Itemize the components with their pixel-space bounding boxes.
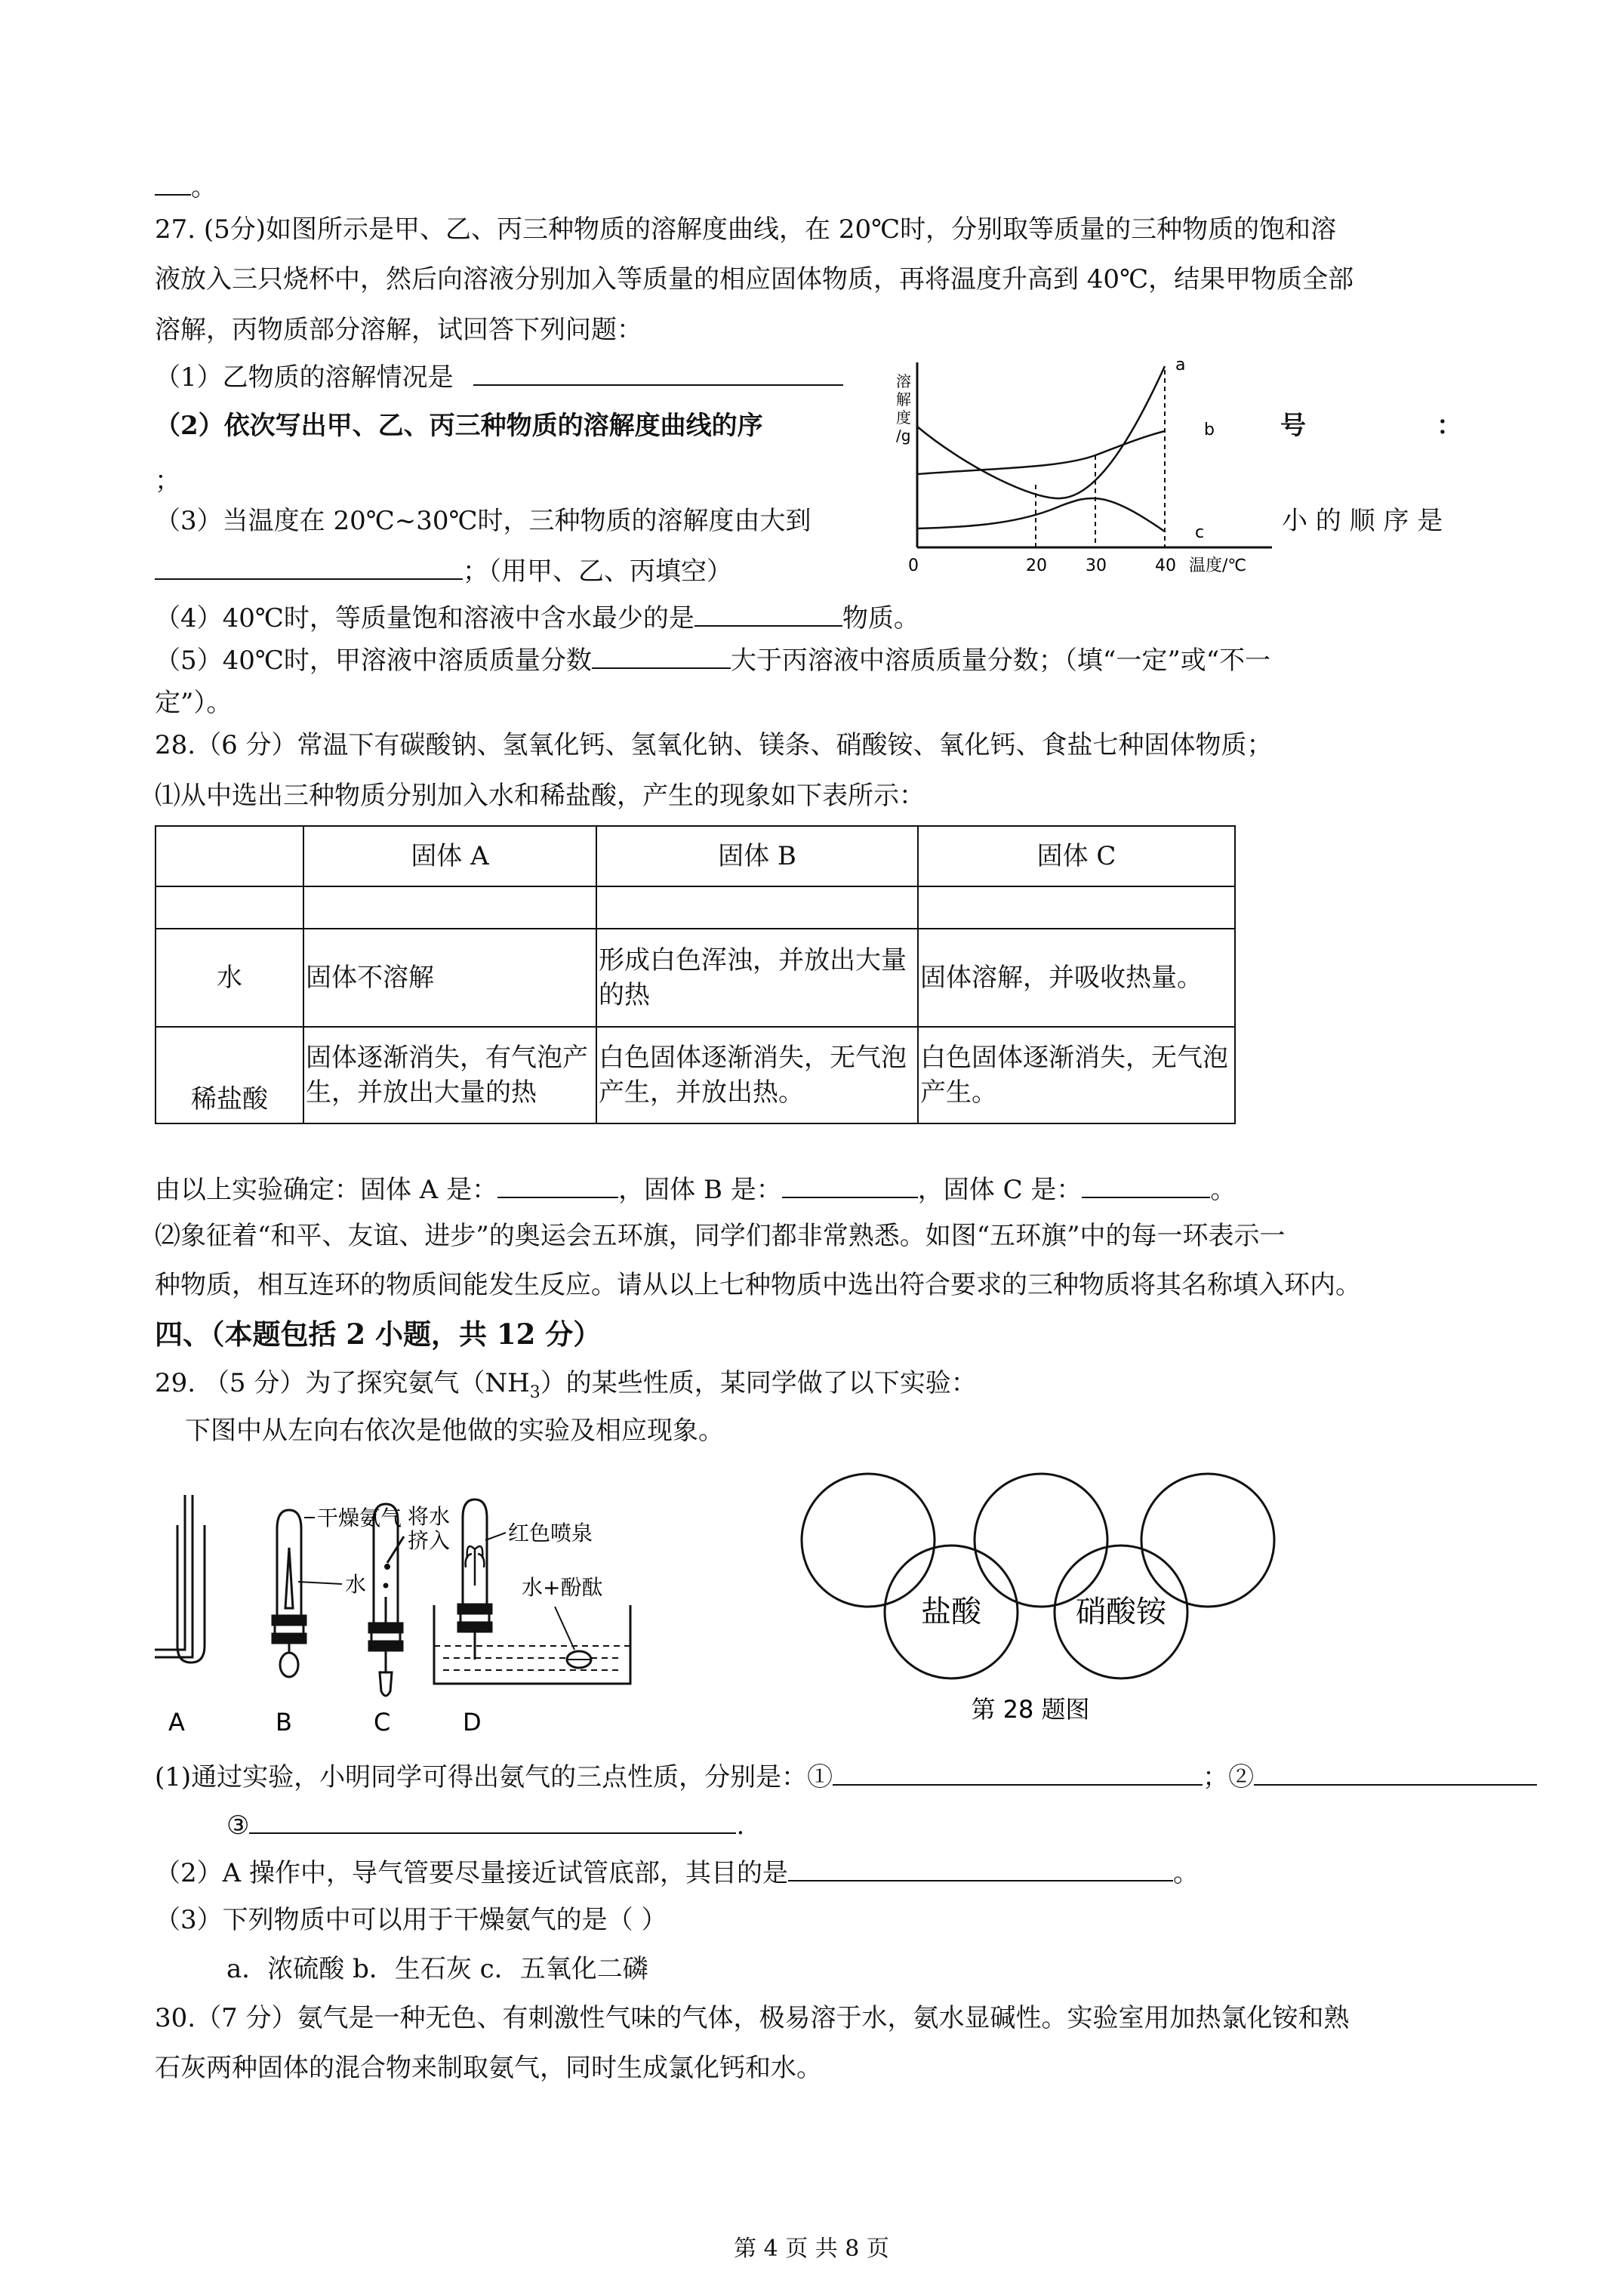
top-answer-blank — [155, 171, 191, 196]
top-answer-line: 。 — [155, 171, 217, 204]
pointer-water — [298, 1582, 342, 1584]
graph-guide-lines — [1036, 370, 1165, 547]
table-row-acid-label: 稀盐酸 — [156, 1027, 303, 1123]
q27-part3-tail: 小 的 顺 序 是 — [1282, 506, 1443, 536]
label-squeeze-1: 将水 — [408, 1504, 451, 1529]
q28-part2-line1: ⑵象征着“和平、友谊、进步”的奥运会五环旗，同学们都非常熟悉。如图“五环旗”中的每一环表示一 — [155, 1221, 1286, 1251]
q27-part3-blank[interactable] — [155, 556, 463, 580]
xaxis-label: 温度/℃ — [1189, 556, 1247, 575]
table-cell — [156, 886, 303, 929]
solid-c-blank[interactable] — [1082, 1174, 1210, 1198]
table-cell — [596, 886, 918, 929]
table-header-b: 固体 B — [596, 826, 918, 886]
table-cell-a-water: 固体不溶解 — [303, 929, 596, 1027]
q27-part1-blank[interactable] — [473, 362, 843, 386]
q29-intro: 29. （5 分）为了探究氨气$(NH_3)$的某些性质，某同学做了以下实验： — [155, 1368, 977, 1402]
ylabel-2: 解 — [896, 390, 911, 408]
table-header-c: 固体 C — [918, 826, 1235, 886]
q27-intro-line2: 液放入三只烧杯中，然后向溶液分别加入等质量的相应固体物质，再将温度升高到 40℃，结果甲物质全部 — [155, 264, 1354, 294]
caption-b: B — [276, 1708, 292, 1737]
q28-conclusion: 由以上实验确定：固体 A 是： ，固体 B 是： ，固体 C 是： 。 — [155, 1175, 1236, 1205]
q29-intro-line2: 下图中从左向右依次是他做的实验及相应现象。 — [185, 1416, 724, 1446]
ring-2[interactable] — [975, 1474, 1107, 1607]
ylabel-3: 度 — [896, 408, 911, 427]
q29-part1: (1)通过实验，小明同学可得出氨气的三点性质，分别是：① ；② — [155, 1761, 1537, 1794]
q28-part2-line2: 种物质，相互连环的物质间能发生反应。请从以上七种物质中选出符合要求的三种物质将其名称填入环内。 — [155, 1270, 1361, 1300]
q29-part2: （2）A 操作中，导气管要尽量接近试管底部，其目的是 。 — [155, 1858, 1199, 1888]
q27-intro-line3: 溶解，丙物质部分溶解，试回答下列问题： — [155, 315, 642, 345]
section-four-heading: 四、（本题包括 2 小题，共 12 分） — [155, 1318, 602, 1351]
page-footer: 第 4 页 共 8 页 — [734, 2236, 889, 2262]
table-cell-c-water: 固体溶解，并吸收热量。 — [918, 929, 1235, 1027]
curve-a — [917, 366, 1165, 498]
q27-part5-end: 定”）。 — [155, 688, 233, 718]
table-header-a: 固体 A — [303, 826, 596, 886]
q27-intro-line1: 27. (5分)如图所示是甲、乙、丙三种物质的溶解度曲线，在 20℃时，分别取等质量的三种物质的饱和溶 — [155, 214, 1337, 245]
table-cell-a-acid: 固体逐渐消失，有气泡产生，并放出大量的热 — [303, 1027, 596, 1123]
table-cell-b-acid: 白色固体逐渐消失，无气泡产生，并放出热。 — [596, 1027, 918, 1123]
q27-part2: （2）依次写出甲、乙、丙三种物质的溶解度曲线的序 — [155, 411, 763, 441]
q29-part3-options: a．浓硫酸 b．生石灰 c．五氧化二磷 — [226, 1954, 648, 1984]
xtick-30: 30 — [1086, 556, 1107, 575]
q28-intro: 28.（6 分）常温下有碳酸钠、氢氧化钙、氢氧化钠、镁条、硝酸铵、氧化钙、食盐七种固体物质； — [155, 730, 1273, 760]
q27-part2-semicolon: ； — [155, 466, 180, 496]
xtick-0: 0 — [908, 556, 919, 575]
q27-part2-colon: ： — [1437, 411, 1462, 441]
q27-part4-blank[interactable] — [694, 603, 842, 627]
table-header-blank — [156, 826, 303, 886]
property-3-blank[interactable] — [249, 1810, 736, 1834]
xtick-20: 20 — [1026, 556, 1047, 575]
olympic-rings-figure — [796, 1469, 1280, 1725]
curve-b-label: b — [1204, 421, 1215, 439]
curve-c-label: c — [1195, 523, 1205, 542]
caption-c: C — [374, 1708, 391, 1737]
table-cell-c-acid: 白色固体逐渐消失，无气泡产生。 — [918, 1027, 1235, 1123]
table-cell — [918, 886, 1235, 929]
purpose-blank[interactable] — [788, 1857, 1173, 1881]
table-cell — [303, 886, 596, 929]
ring-3[interactable] — [1141, 1474, 1274, 1607]
q28-table — [155, 825, 1236, 1124]
solid-a-blank[interactable] — [497, 1174, 618, 1198]
ring-5-label: 硝酸铵 — [1076, 1595, 1166, 1629]
curve-c — [917, 498, 1165, 532]
table-row-water-label: 水 — [156, 929, 303, 1027]
q27-part1: （1）乙物质的溶解情况是 — [155, 361, 843, 394]
caption-d: D — [463, 1708, 482, 1737]
q27-part2-hao: 号 — [1280, 411, 1306, 441]
apparatus-a — [155, 1495, 205, 1663]
ylabel-4: /g — [896, 427, 911, 445]
rings-caption: 第 28 题图 — [971, 1695, 1090, 1724]
q28-part1-intro: ⑴从中选出三种物质分别加入水和稀盐酸，产生的现象如下表所示： — [155, 781, 925, 811]
solubility-curve-graph — [879, 347, 1272, 585]
q29-part3: （3）下列物质中可以用于干燥氨气的是（ ） — [155, 1905, 667, 1935]
label-squeeze-2: 挤入 — [408, 1528, 451, 1553]
q27-part3: （3）当温度在 20℃~30℃时，三种物质的溶解度由大到 — [155, 506, 812, 536]
ylabel-1: 溶 — [896, 372, 911, 390]
label-red-fountain: 红色喷泉 — [508, 1521, 593, 1546]
q27-part5: （5）40℃时，甲溶液中溶质质量分数 大于丙溶液中溶质质量分数；（填“一定”或“不一 — [155, 646, 1271, 676]
table-cell-b-water: 形成白色浑浊，并放出大量的热 — [596, 929, 918, 1027]
property-1-blank[interactable] — [833, 1761, 1203, 1786]
curve-a-label: a — [1175, 356, 1186, 374]
q29-part1-line2: ③ . — [226, 1811, 745, 1841]
label-dry-ammonia: 干燥氨气 — [317, 1505, 402, 1530]
q27-part4: （4）40℃时，等质量饱和溶液中含水最少的是 物质。 — [155, 603, 919, 633]
ring-1[interactable] — [802, 1474, 935, 1607]
label-water-phenolphthalein: 水+酚酞 — [522, 1575, 603, 1600]
q30-line2: 石灰两种固体的混合物来制取氨气，同时生成氯化钙和水。 — [155, 2053, 822, 2083]
label-water: 水 — [345, 1572, 367, 1597]
q30-line1: 30.（7 分）氨气是一种无色、有刺激性气味的气体，极易溶于水，氨水显碱性。实验室用加热氯化铵和熟 — [155, 2003, 1350, 2033]
q27-part3-line2: ；（用甲、乙、丙填空） — [155, 555, 732, 588]
property-2-blank[interactable] — [1254, 1761, 1537, 1786]
caption-a: A — [168, 1708, 185, 1737]
q27-part5-blank[interactable] — [592, 645, 731, 669]
ammonia-experiment-figure — [147, 1465, 796, 1737]
ring-4-label: 盐酸 — [921, 1595, 981, 1629]
solid-b-blank[interactable] — [782, 1174, 918, 1198]
apparatus-b — [273, 1510, 306, 1677]
xtick-40: 40 — [1155, 556, 1176, 575]
apparatus-c — [369, 1504, 404, 1696]
